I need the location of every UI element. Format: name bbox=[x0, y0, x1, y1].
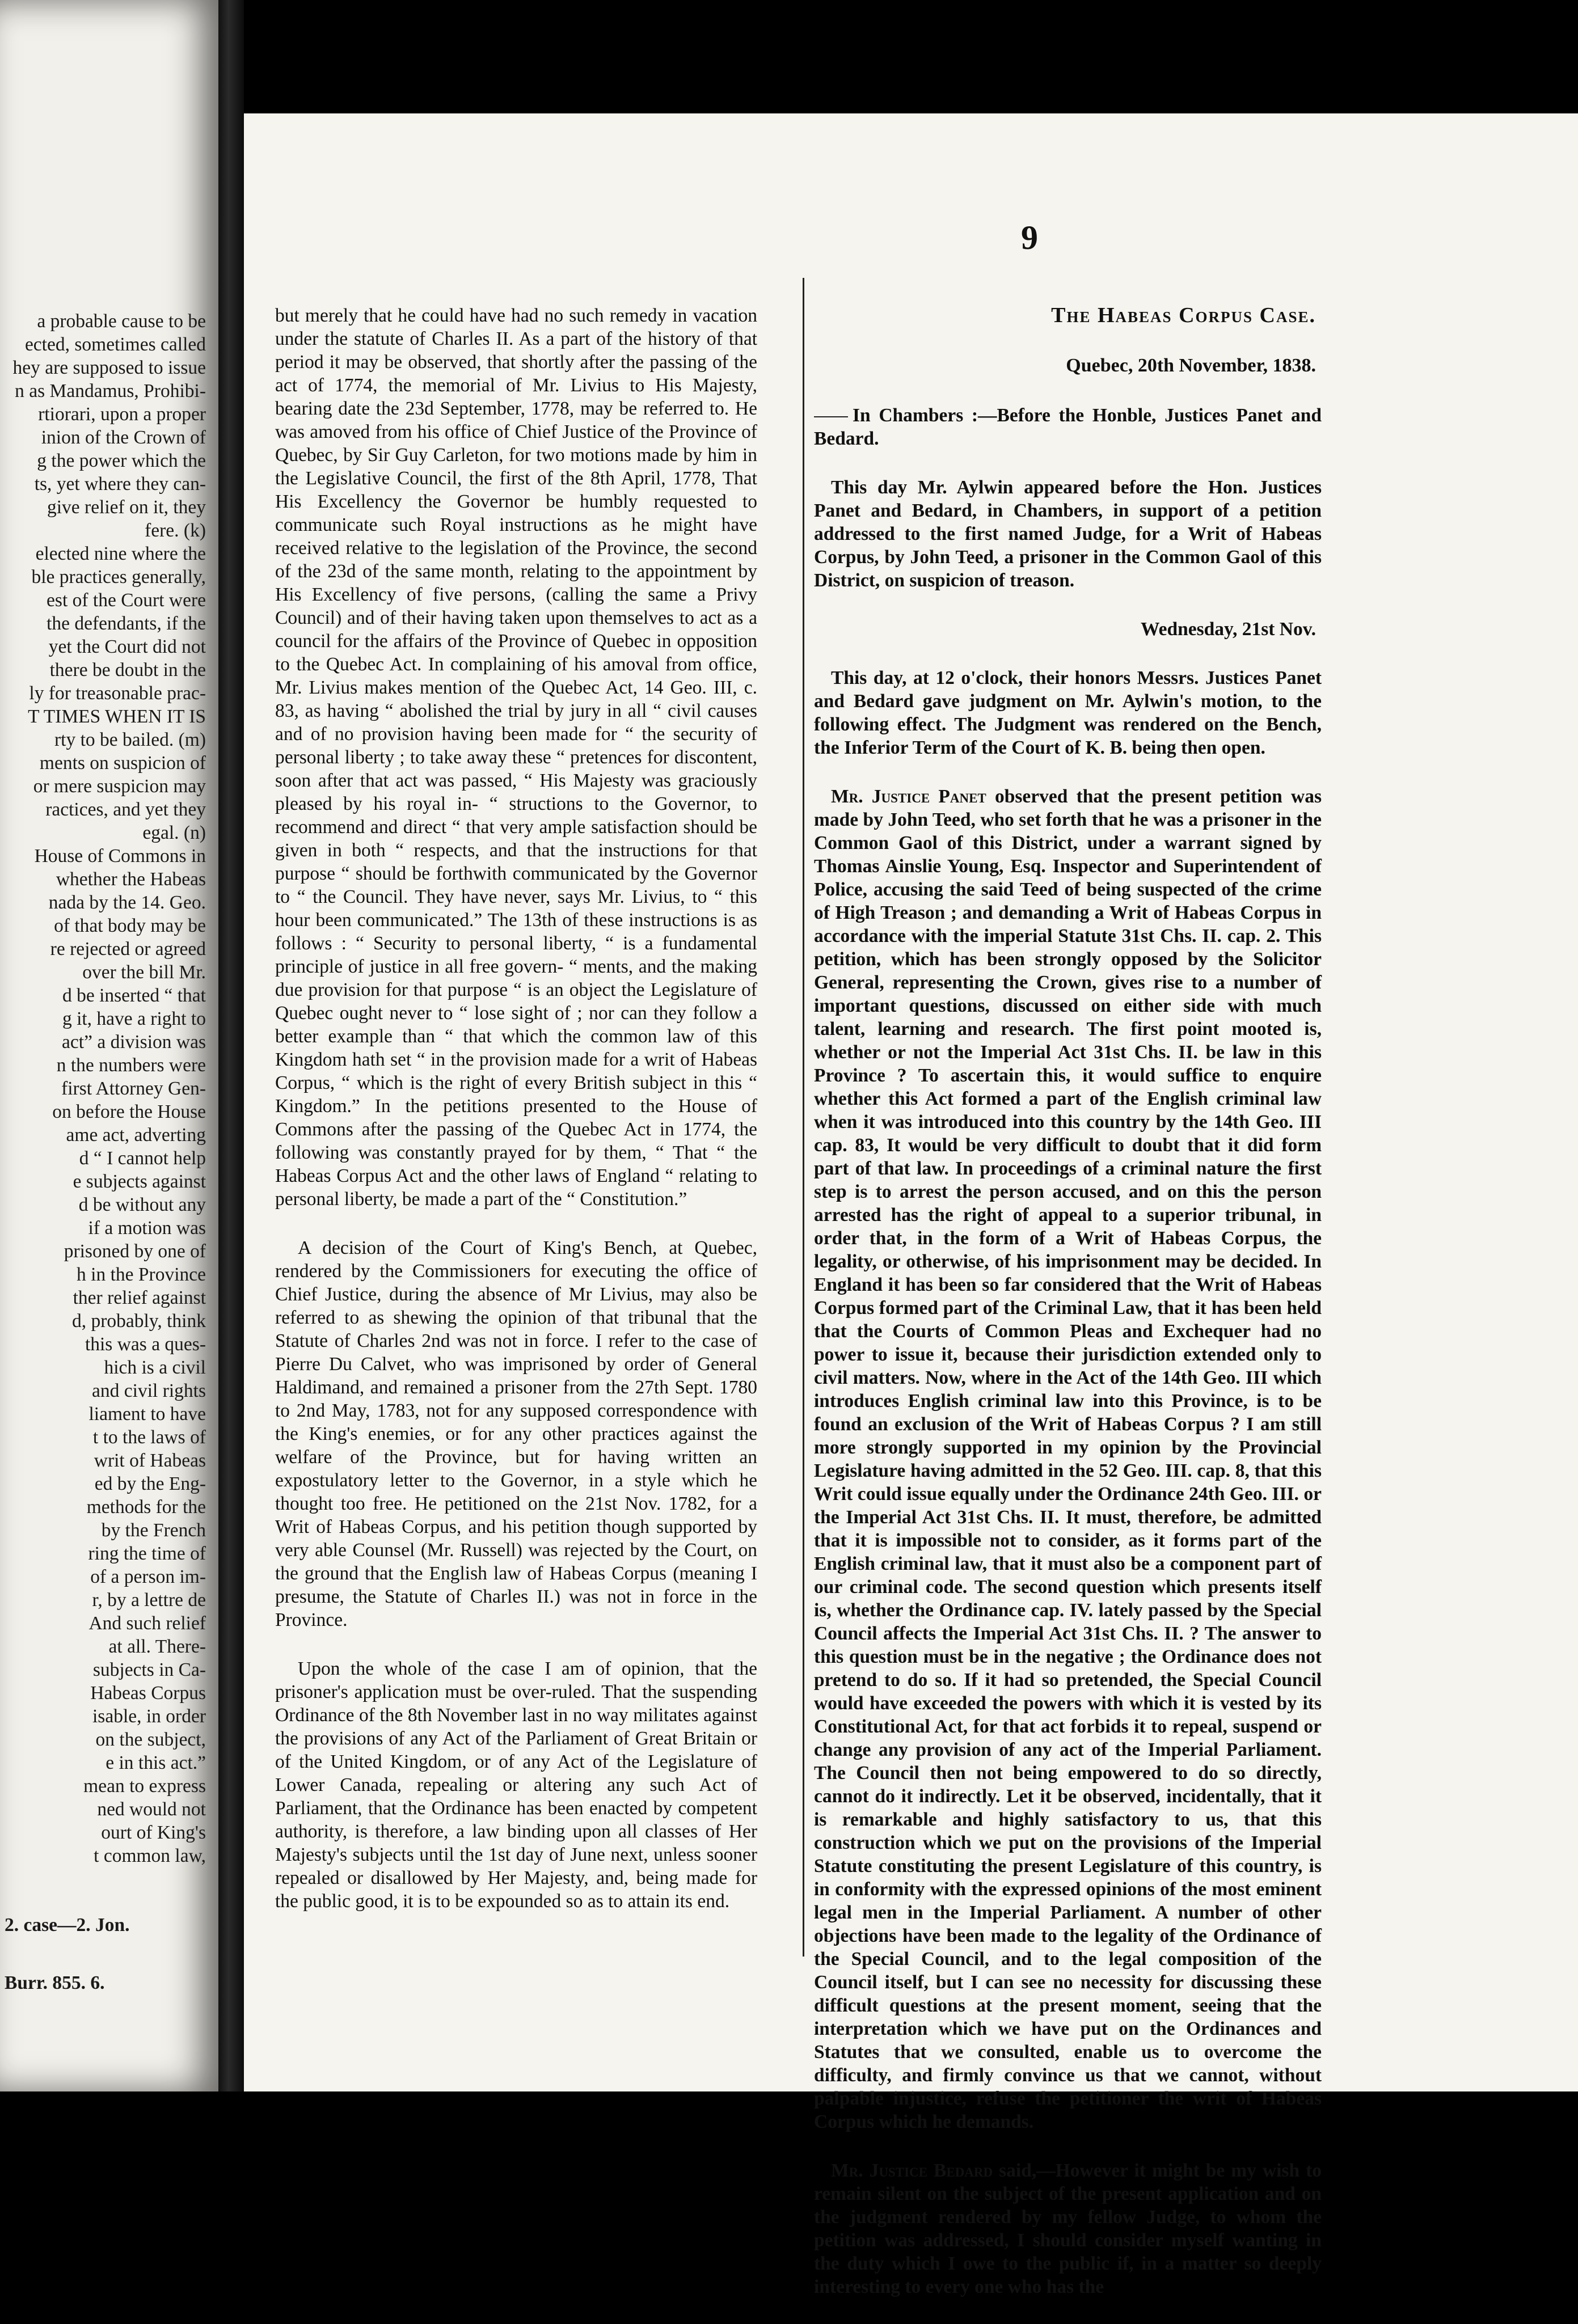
left-page-line: rtiorari, upon a proper bbox=[38, 404, 206, 425]
left-page-line: e in this act.” bbox=[106, 1752, 206, 1773]
book-gutter bbox=[218, 0, 244, 2091]
left-page-line: methods for the bbox=[86, 1497, 206, 1518]
left-page-line: whether the Habeas bbox=[56, 869, 206, 890]
left-page-line: House of Commons in bbox=[34, 846, 206, 867]
left-page-line: this was a ques- bbox=[85, 1334, 206, 1355]
left-page-line: and civil rights bbox=[92, 1380, 206, 1401]
right-page bbox=[244, 113, 1578, 2297]
left-page-line: mean to express bbox=[83, 1776, 206, 1797]
left-page-line: rty to be bailed. (m) bbox=[54, 729, 206, 750]
panet-label: Mr. Justice Panet bbox=[831, 786, 986, 807]
left-page-line: inion of the Crown of bbox=[41, 427, 206, 448]
left-page-line: there be doubt in the bbox=[49, 660, 206, 681]
left-page-line: liament to have bbox=[88, 1404, 206, 1425]
left-page-line: yet the Court did not bbox=[48, 636, 206, 657]
left-page-line: of that body may be bbox=[54, 915, 206, 936]
left-page-line: ring the time of bbox=[88, 1543, 206, 1564]
right-column bbox=[814, 281, 1322, 2324]
dateline: Quebec, 20th November, 1838. bbox=[1066, 355, 1316, 376]
left-page-line: t to the laws of bbox=[92, 1427, 206, 1448]
left-page-line: ly for treasonable prac- bbox=[29, 683, 206, 704]
panet-text: observed that the present petition was made by John Teed, who set forth that he was a prisoner in the Common Gaol of this District, under a warrant signed by Thomas Ainslie Young, Esq. Inspector and Superintendent of Police, accusing the said Teed of being suspected of the crime of High Treason ; and demanding a Writ of Habeas Corpus in accordance with the imperial Statute 31st Chs. II. cap. 2. This petition, which has been strongly opposed by the Solicitor General, representing the Crown, gives rise to a number of important questions, discussed on either side with much talent, learning and research. The first point mooted is, whether or not the Imperial Act 31st Chs. II. be law in this Province ? To ascertain this, it would suffice to enquire whether this Act formed a part of the English criminal law when it was introduced into this country by the 14th Geo. III cap. 83, It would be very difficult to doubt that it did form part of that law. In proceedings of a criminal nature the first step is to arrest the person accused, and on this the person arrested has the right of appeal to a superior tribunal, in order that, in the form of a Writ of Habeas Corpus, the legality, or otherwise, of his imprisonment may be decided. In England it has been so far considered that the Writ of Habeas Corpus formed part of the Criminal Law, that it has been held that the Courts of Common Pleas and Exchequer had no power to issue it, because their jurisdiction extended only to civil matters. Now, where in the Act of the 14th Geo. III which introduces English criminal law into this Province, is to be found an exclusion of the Writ of Habeas Corpus ? I am still more strongly supported in my opinion by the Provincial Legislature having admitted in the 52 Geo. III. cap. 8, that this Writ could issue equally under the Ordinance 24th Geo. III. or the Imperial Act 31st Chs. II. It must, therefore, be admitted that it is impossible not to consider, as it forms part of the English criminal law, that it must also be a component part of our criminal code. The second question which presents itself is, whether the Ordinance cap. IV. lately passed by the Special Council affects the Imperial Act 31st Chs. II. ? The answer to this question must be in the negative ; the Ordinance does not pretend to do so. If it had so pretended, the Special Council would have exceeded the powers with which it is vested by its Constitutional Act, for that act forbids it to repeal, suspend or change any provision of any act of the Imperial Parliament. The Council then not being empowered to do so directly, cannot do it indirectly. Let it be observed, incidentally, that it is remarkable and highly satisfactory to us, that this construction which we put on the provisions of the Imperial Statute constituting the present Legislature of this country, is in conformity with the expressed opinions of the most eminent legal men in the Imperial Parliament. A number of other objections have been made to the legality of the Ordinance of the Special Council, and to the legal composition of the Council itself, but I can see no necessity for discussing these difficult questions at the present moment, seeing that the interpretation which we have put on the Ordinances and Statutes that we consulted, enable us to overcome the difficulty, and firmly convince us that we cannot, without palpable injustice, refuse the petitioner the writ of Habeas Corpus which he demands. bbox=[814, 786, 1322, 2132]
left-page-line: hey are supposed to issue bbox=[12, 357, 206, 378]
left-page-line: ed by the Eng- bbox=[94, 1473, 206, 1494]
bedard-label: Mr. Justice Bedard bbox=[831, 2160, 993, 2181]
left-page-line: ame act, adverting bbox=[66, 1125, 206, 1146]
left-page-line: ments on suspicion of bbox=[39, 753, 206, 774]
left-page-line: hich is a civil bbox=[104, 1357, 206, 1378]
left-page-line: r, by a lettre de bbox=[92, 1590, 206, 1611]
left-page-line: And such relief bbox=[88, 1613, 206, 1634]
left-page-line: ected, sometimes called bbox=[24, 334, 206, 355]
left-page-line: elected nine where the bbox=[35, 543, 206, 564]
left-page-line: ourt of King's bbox=[101, 1822, 206, 1843]
bedard-paragraph bbox=[814, 2159, 1322, 2298]
left-page-line: d be without any bbox=[78, 1194, 206, 1215]
middle-paragraph: Upon the whole of the case I am of opinion, that the prisoner's application must be over-ruled. That the suspending Ordinance of the 8th November last in no way militates against the provisions of any Act of the Parliament of Great Britain or of the United Kingdom, or of any Act of the Legislature of Lower Canada, repealing or altering any such Act of Parliament, that the Ordinance has been enacted by competent authority, is therefore, a law binding upon all classes of Her Majesty's subjects until the 1st day of June next, unless sooner repealed or disallowed by Her Majesty, and, being made for the public good, it is to be expounded so as to attain its end. bbox=[275, 1658, 757, 1912]
left-page-line: isable, in order bbox=[92, 1706, 206, 1727]
left-page-line: ractices, and yet they bbox=[45, 799, 206, 820]
left-page-line: re rejected or agreed bbox=[50, 939, 206, 960]
left-page-line: by the French bbox=[101, 1520, 206, 1541]
left-page-line: d “ I cannot help bbox=[79, 1148, 206, 1169]
left-page-line: if a motion was bbox=[88, 1218, 206, 1239]
left-page-column bbox=[5, 286, 206, 2018]
left-page-line: of a person im- bbox=[90, 1566, 206, 1587]
bedard-text: said,—However it might be my wish to remain silent on the subject of the present application and on the judgment rendered by my fellow Judge, to whom the petition was addressed, I should consider myself wanting in the duty which I owe to the public if, in a matter so deeply interesting to every one who has the bbox=[814, 2160, 1322, 2297]
left-page-line: fere. (k) bbox=[145, 520, 206, 541]
left-page-line: Habeas Corpus bbox=[90, 1683, 206, 1704]
judgment-intro-paragraph: This day, at 12 o'clock, their honors Messrs. Justices Panet and Bedard gave judgment on Mr. Aylwin's motion, to the following effect. The Judgment was rendered on the Bench, the Inferior Term of the Court of K. B. being then open. bbox=[814, 667, 1322, 758]
left-page-line: at all. There- bbox=[108, 1636, 206, 1657]
left-page-line: t common law, bbox=[94, 1845, 206, 1866]
left-page-line: prisoned by one of bbox=[64, 1241, 206, 1262]
left-page-line: or mere suspicion may bbox=[33, 776, 206, 797]
chambers-heading bbox=[814, 404, 1322, 450]
left-page-line: act” a division was bbox=[62, 1032, 206, 1053]
left-page-line: d, probably, think bbox=[71, 1311, 206, 1332]
left-page-line: ned would not bbox=[97, 1799, 206, 1820]
left-page-line: ther relief against bbox=[73, 1287, 206, 1308]
left-page-line: first Attorney Gen- bbox=[61, 1078, 206, 1099]
middle-paragraph: A decision of the Court of King's Bench, at Quebec, rendered by the Commissioners for executing the office of Chief Justice, during the absence of Mr Livius, may also be referred to as shewing the opinion of that tribunal that the Statute of Charles 2nd was not in force. I refer to the case of Pierre Du Calvet, who was imprisoned by order of General Haldimand, and remained a prisoner from the 27th Sept. 1780 to 2nd May, 1783, not for any supposed correspondence with the King's enemies, or for any other practices against the welfare of the Province, but for having written an expostulatory letter to the Governor, in a style which he thought too free. He petitioned on the 21st Nov. 1782, for a Writ of Habeas Corpus, and his petition though supported by very able Counsel (Mr. Russell) was rejected by the Court, on the ground that the English law of Habeas Corpus (meaning I presume, the Statute of Charles II.) was not in force in the Province. bbox=[275, 1237, 757, 1630]
left-page-line: over the bill Mr. bbox=[82, 962, 206, 983]
left-page-line: on before the House bbox=[52, 1101, 206, 1122]
left-page-line: n the numbers were bbox=[56, 1055, 206, 1076]
short-rule bbox=[814, 416, 848, 417]
page-number: 9 bbox=[1021, 219, 1038, 256]
intro-paragraph: This day Mr. Aylwin appeared before the Hon. Justices Panet and Bedard, in Chambers, in support of a petition addressed to the first named Judge, for a Writ of Habeas Corpus, by John Teed, a prisoner in the Common Gaol of this District, on suspicion of treason. bbox=[814, 477, 1322, 591]
middle-column bbox=[275, 281, 757, 1938]
article-title: The Habeas Corpus Case. bbox=[1051, 303, 1316, 327]
left-page-lines bbox=[5, 310, 206, 1867]
left-page-line: est of the Court were bbox=[47, 590, 206, 611]
left-page-line: give relief on it, they bbox=[47, 497, 206, 518]
left-page-line: the defendants, if the bbox=[47, 613, 206, 634]
left-page-line: on the subject, bbox=[95, 1729, 206, 1750]
left-page-line: d be inserted “ that bbox=[62, 985, 206, 1006]
left-page-line: g it, have a right to bbox=[62, 1008, 206, 1029]
middle-paragraph: but merely that he could have had no such remedy in vacation under the statute of Charles II. As a part of the history of that period it may be observed, that shortly after the passing of the act of 1774, the memorial of Mr. Livius to His Majesty, bearing date the 23d September, 1778, may be referred to. He was amoved from his office of Chief Justice of the Province of Quebec, by Sir Guy Carleton, for two motions made by him in the Legislative Council, the first of the 8th April, 1778, That His Excellency the Governor be humbly requested to communicate such Royal instructions as he might have received relative to the legislation of the Province, the second of the 23d of the same month, relating to the appointment by His Excellency of five persons, (calling the same a Privy Council) and of their having taken upon themselves to act as a council for the affairs of the Province of Quebec in opposition to the Quebec Act. In complaining of his amoval from office, Mr. Livius makes mention of the Quebec Act, 14 Geo. III, c. 83, as having “ abolished the trial by jury in all “ civil causes and of no provision having been made for “ the security of personal liberty ; to take away these “ pretences for discontent, soon after that act was passed, “ His Majesty was graciously pleased by his royal in- “ structions to the Governor, to recommend and direct “ that very ample satisfaction should be given in both “ respects, and that the instructions for that purpose “ should be forthwith communicated by the Governor to “ the Council. They have never, says Mr. Livius, to “ this hour been communicated.” The 13th of these instructions is as follows : “ Security to personal liberty, “ is a fundamental principle of justice in all free govern- “ ments, and the making due provision for that purpose “ is an object the Legislature of Quebec ought never to “ lose sight of ; nor can they follow a better example than “ that which the common law of this Kingdom hath set “ in the provision made for a writ of Habeas Corpus, “ which is the right of every British subject in this “ Kingdom.” In the petitions presented to the House of Commons after the passing of the Quebec Act in 1774, the following was constantly prayed for by them, “ That “ the Habeas Corpus Act and the other laws of England “ relating to personal liberty, be made a part of the “ Constitution.” bbox=[275, 305, 757, 1210]
left-page-line: subjects in Ca- bbox=[92, 1659, 206, 1680]
left-page-line: T TIMES WHEN IT IS bbox=[28, 706, 206, 727]
left-page bbox=[0, 0, 218, 2091]
left-page-line: ts, yet where they can- bbox=[34, 474, 206, 495]
left-page-line: g the power which the bbox=[37, 450, 206, 471]
left-page-line: nada by the 14. Geo. bbox=[48, 892, 206, 913]
left-page-footnote: 2. case—2. Jon. bbox=[5, 1915, 130, 1936]
left-page-line: ble practices generally, bbox=[31, 567, 206, 588]
day-heading: Wednesday, 21st Nov. bbox=[1140, 619, 1316, 640]
column-divider bbox=[803, 278, 804, 1957]
left-page-line: writ of Habeas bbox=[94, 1450, 206, 1471]
left-page-line: e subjects against bbox=[73, 1171, 206, 1192]
left-page-line: n as Mandamus, Prohibi- bbox=[15, 381, 206, 402]
left-page-line: a probable cause to be bbox=[37, 311, 206, 332]
panet-paragraph bbox=[814, 785, 1322, 2133]
chambers-text: In Chambers :—Before the Honble, Justices Panet and Bedard. bbox=[814, 405, 1322, 449]
left-page-line: h in the Province bbox=[77, 1264, 206, 1285]
left-page-footnote: Burr. 855. 6. bbox=[5, 1972, 105, 1993]
left-page-line: egal. (n) bbox=[142, 822, 206, 843]
